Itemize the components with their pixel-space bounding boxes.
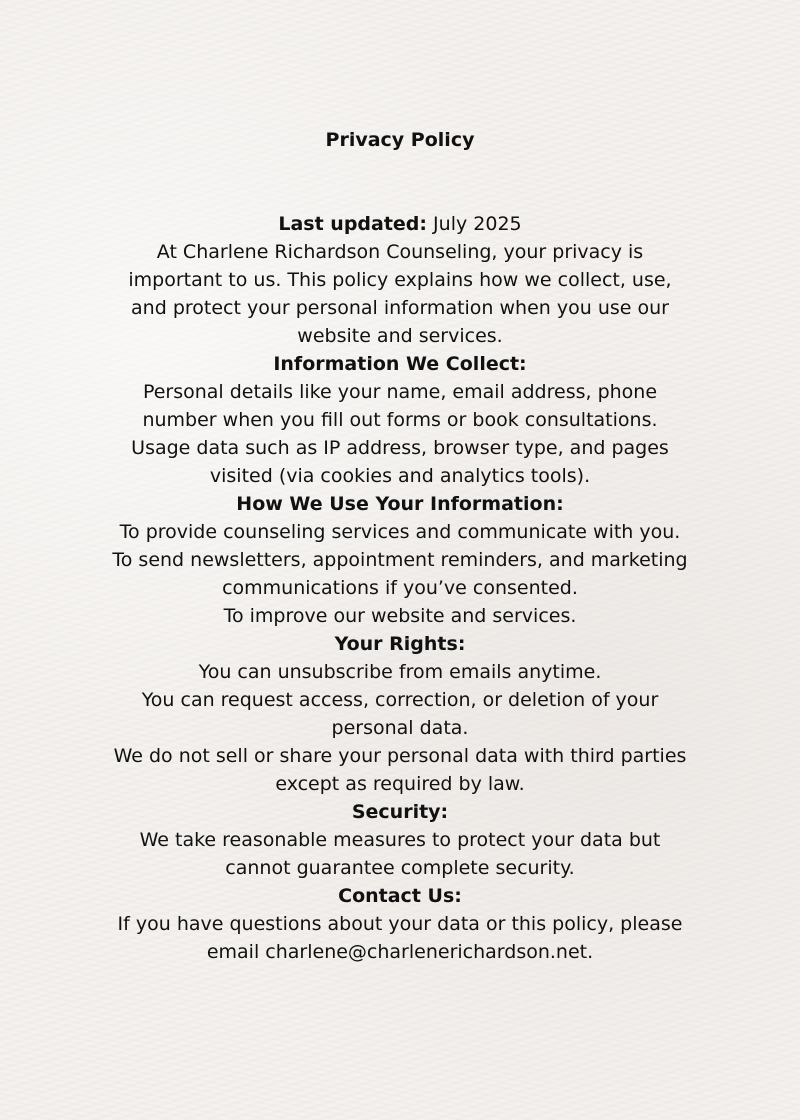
section-text: You can unsubscribe from emails anytime.	[198, 661, 602, 683]
last-updated-value: July 2025	[427, 213, 522, 235]
section-text: You can request access, correction, or deletion of your personal data.	[141, 689, 659, 739]
section-heading-contact: Contact Us:	[338, 885, 462, 907]
policy-body	[110, 210, 690, 966]
contact-text: If you have questions about your data or this policy, please email charlene@charlenerichardson.net.	[117, 913, 683, 963]
section-heading-rights: Your Rights:	[334, 633, 466, 655]
section-text: We take reasonable measures to protect your data but cannot guarantee complete security.	[139, 829, 661, 879]
intro-paragraph: At Charlene Richardson Counseling, your privacy is important to us. This policy explains how we collect, use, and protect your personal information when you use our website and services.	[128, 241, 672, 347]
section-text: We do not sell or share your personal data with third parties except as required by law.	[113, 745, 687, 795]
section-text: To send newsletters, appointment reminders, and marketing communications if you’ve consented.	[112, 549, 688, 599]
page-title: Privacy Policy	[325, 129, 475, 151]
last-updated-line	[110, 210, 690, 238]
section-text: Usage data such as IP address, browser type, and pages visited (via cookies and analytics tools).	[131, 437, 669, 487]
section-text: Personal details like your name, email address, phone number when you fill out forms or book consultations.	[142, 381, 658, 431]
last-updated-label: Last updated:	[278, 213, 428, 235]
section-heading-security: Security:	[351, 801, 449, 823]
section-heading-use: How We Use Your Information:	[236, 493, 564, 515]
section-text: To provide counseling services and communicate with you.	[119, 521, 681, 543]
section-text: To improve our website and services.	[223, 605, 577, 627]
section-heading-collect: Information We Collect:	[273, 353, 527, 375]
